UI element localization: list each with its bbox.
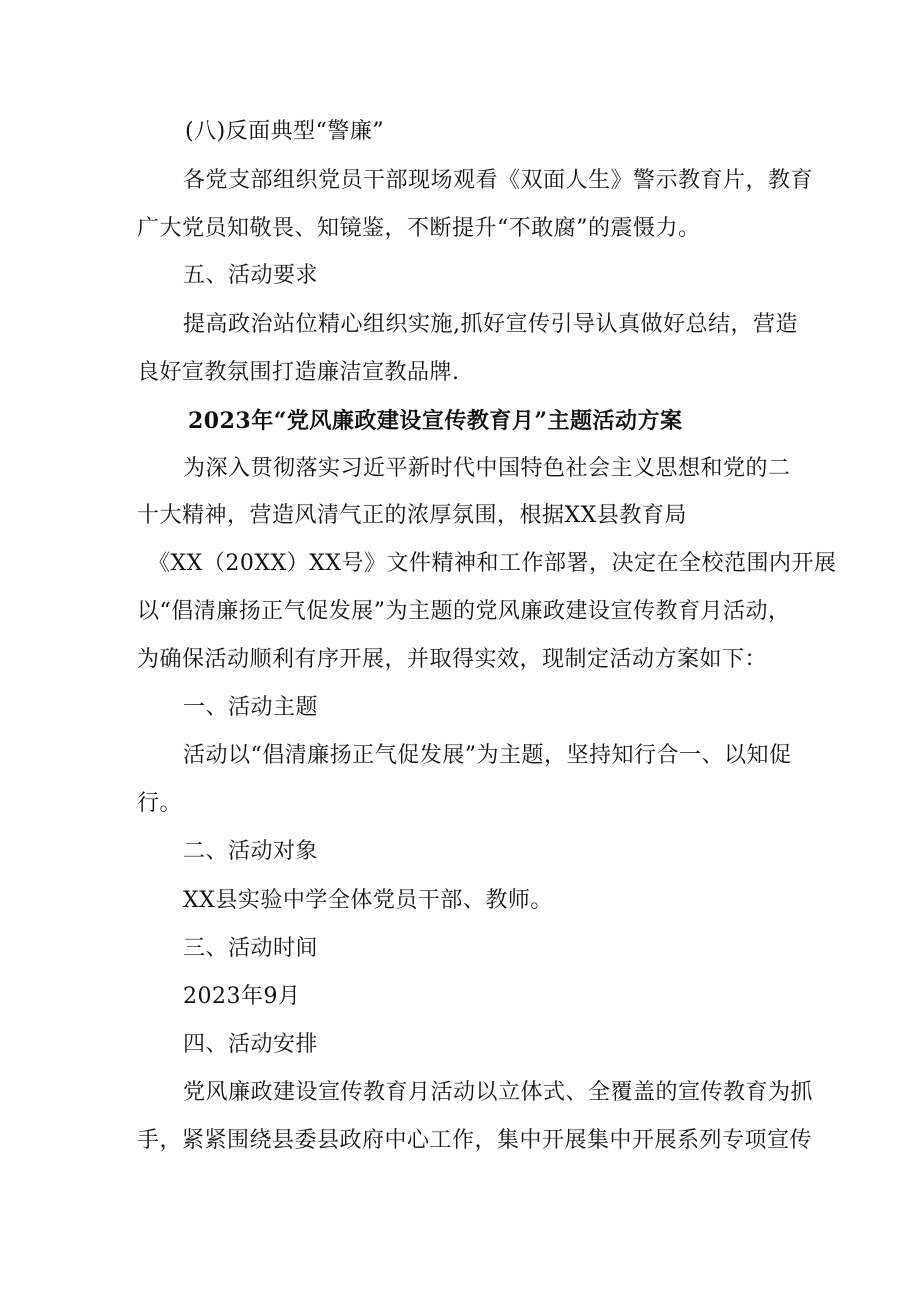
- section-heading-target: 二、活动对象: [183, 839, 319, 864]
- paragraph-line: 2023年9月: [183, 984, 301, 1009]
- paragraph-line: 各党支部组织党员干部现场观看《双面人生》警示教育片，教育: [183, 168, 814, 193]
- paragraph-line: 为深入贯彻落实习近平新时代中国特色社会主义思想和党的二: [183, 456, 791, 481]
- section-heading-requirements: 五、活动要求: [183, 263, 319, 288]
- paragraph-line: 广大党员知敬畏、知镜鉴，不断提升“不敢腐”的震慑力。: [137, 216, 701, 241]
- document-title: 2023年“党风廉政建设宣传教育月”主题活动方案: [188, 408, 683, 434]
- section-heading-negative-example: (八)反面典型“警廉”: [185, 119, 385, 144]
- section-heading-time: 三、活动时间: [183, 936, 319, 961]
- section-heading-arrangement: 四、活动安排: [183, 1032, 319, 1057]
- paragraph-line: 手，紧紧围绕县委县政府中心工作，集中开展集中开展系列专项宣传: [137, 1128, 813, 1153]
- paragraph-line: 《XX（20XX）XX号》文件精神和工作部署，决定在全校范围内开展: [148, 551, 837, 576]
- section-heading-theme: 一、活动主题: [183, 695, 319, 720]
- paragraph-line: 行。: [137, 791, 183, 816]
- paragraph-line: XX县实验中学全体党员干部、教师。: [183, 888, 553, 913]
- paragraph-line: 为确保活动顺利有序开展，并取得实效，现制定活动方案如下：: [137, 647, 768, 672]
- paragraph-line: 以“倡清廉扬正气促发展”为主题的党风廉政建设宣传教育月活动，: [137, 599, 791, 624]
- paragraph-line: 提高政治站位精心组织实施,抓好宣传引导认真做好总结，营造: [183, 312, 798, 337]
- paragraph-line: 良好宣教氛围打造廉洁宣教品牌.: [137, 360, 460, 385]
- paragraph-line: 活动以“倡清廉扬正气促发展”为主题，坚持知行合一、以知促: [183, 743, 792, 768]
- paragraph-line: 十大精神，营造风清气正的浓厚氛围，根据XX县教育局: [137, 503, 687, 528]
- paragraph-line: 党风廉政建设宣传教育月活动以立体式、全覆盖的宣传教育为抓: [183, 1080, 814, 1105]
